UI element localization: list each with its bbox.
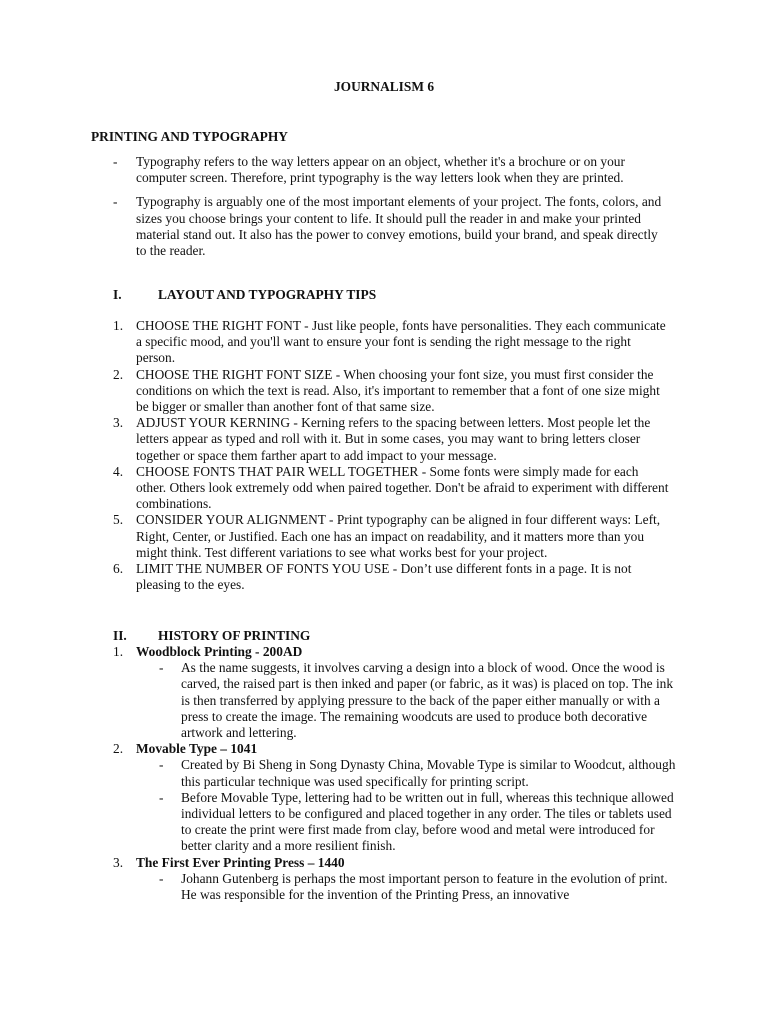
history-title: The First Ever Printing Press – 1440 xyxy=(136,854,345,870)
tip-number: 6. xyxy=(113,561,124,577)
tip-text: CONSIDER YOUR ALIGNMENT - Print typography can be aligned in four different ways: Left, Right, Center, or Justified. Each one has an impact on readability, and it matters more than you might think. Test different variations to see what works best for your project. xyxy=(136,512,661,560)
tip-text: CHOOSE THE RIGHT FONT - Just like people, fonts have personalities. They each communicate a specific mood, and you'll want to ensure your font is sending the right message to the right person. xyxy=(136,318,666,366)
history-bullet xyxy=(0,660,768,741)
history-title: Movable Type – 1041 xyxy=(136,741,258,757)
section-number: II. xyxy=(113,628,127,643)
tip-number: 1. xyxy=(113,318,124,333)
tip-item xyxy=(0,318,768,367)
tip-text: CHOOSE FONTS THAT PAIR WELL TOGETHER - Some fonts were simply made for each other. Others look extremely odd when paired together. Don't be afraid to experiment with different combinations. xyxy=(136,463,669,512)
tip-text: ADJUST YOUR KERNING - Kerning refers to the spacing between letters. Most people let the letters appear as typed and roll with it. But in some cases, you may want to bring letters closer together or space them farther apart to add impact to your message. xyxy=(136,415,651,463)
history-bullet xyxy=(0,871,768,903)
tip-item xyxy=(0,561,768,593)
typography-tips-list xyxy=(0,318,768,593)
tip-number: 4. xyxy=(113,463,124,479)
history-number: 1. xyxy=(113,644,124,659)
bullet-dash: - xyxy=(159,660,164,676)
intro-bullet-list xyxy=(0,154,768,267)
history-bullet-text: Created by Bi Sheng in Song Dynasty China, Movable Type is similar to Woodcut, although this particular technique was used specifically for printing script. xyxy=(181,757,676,789)
bullet-dash: - xyxy=(159,757,164,773)
section-heading: PRINTING AND TYPOGRAPHY xyxy=(91,129,288,144)
intro-bullet-text: Typography is arguably one of the most important elements of your project. The fonts, colors, and sizes you choose brings your content to life. It should pull the reader in and make your printed material stand out. It also has the power to convey emotions, build your brand, and speak directly to the reader. xyxy=(136,194,662,259)
history-item xyxy=(0,741,768,854)
intro-bullet xyxy=(0,194,768,259)
history-number: 2. xyxy=(113,741,124,757)
intro-bullet xyxy=(0,154,768,186)
tip-number: 2. xyxy=(113,366,124,382)
section-title: LAYOUT AND TYPOGRAPHY TIPS xyxy=(158,287,377,302)
bullet-dash: - xyxy=(159,789,164,805)
tip-item xyxy=(0,367,768,416)
section-title: HISTORY OF PRINTING xyxy=(158,628,311,643)
history-number: 3. xyxy=(113,854,124,870)
history-bullet-text: As the name suggests, it involves carving a design into a block of wood. Once the wood is carved, the raised part is then inked and paper (or fabric, as it was) is placed on top. The ink is then transferred by applying pressure to the back of the paper either manually or with a press to create the image. The remaining woodcuts are used to produce both decorative artwork and lettering. xyxy=(181,660,674,741)
history-bullet-text: Johann Gutenberg is perhaps the most important person to feature in the evolution of print. He was responsible for the invention of the Printing Press, an innovative xyxy=(181,870,668,903)
bullet-dash: - xyxy=(113,194,118,210)
bullet-dash: - xyxy=(159,870,164,886)
tip-text: LIMIT THE NUMBER OF FONTS YOU USE - Don’t use different fonts in a page. It is not pleasing to the eyes. xyxy=(136,561,632,593)
document-title: JOURNALISM 6 xyxy=(333,79,435,94)
printing-history-list xyxy=(0,644,768,903)
tip-item xyxy=(0,512,768,561)
history-bullet xyxy=(0,790,768,855)
tip-text: CHOOSE THE RIGHT FONT SIZE - When choosing your font size, you must first consider the conditions on which the text is read. Also, it's important to remember that a font of one size might be bigger or smaller than another font of that same size. xyxy=(136,366,660,415)
history-bullet-text: Before Movable Type, lettering had to be written out in full, whereas this technique allowed individual letters to be configured and placed together in any order. The tiles or tablets used to create the print were first made from clay, before wood and metal were introduced for better clarity and a more resilient finish. xyxy=(181,789,674,854)
bullet-dash: - xyxy=(113,154,118,169)
section-number: I. xyxy=(113,287,122,302)
tip-number: 5. xyxy=(113,512,124,528)
tip-number: 3. xyxy=(113,415,124,431)
intro-bullet-text: Typography refers to the way letters appear on an object, whether it's a brochure or on your computer screen. Therefore, print typography is the way letters look when they are printed. xyxy=(136,154,625,186)
history-item xyxy=(0,644,768,741)
history-item xyxy=(0,855,768,904)
tip-item xyxy=(0,415,768,464)
history-title: Woodblock Printing - 200AD xyxy=(136,644,303,659)
history-bullet xyxy=(0,757,768,789)
tip-item xyxy=(0,464,768,513)
